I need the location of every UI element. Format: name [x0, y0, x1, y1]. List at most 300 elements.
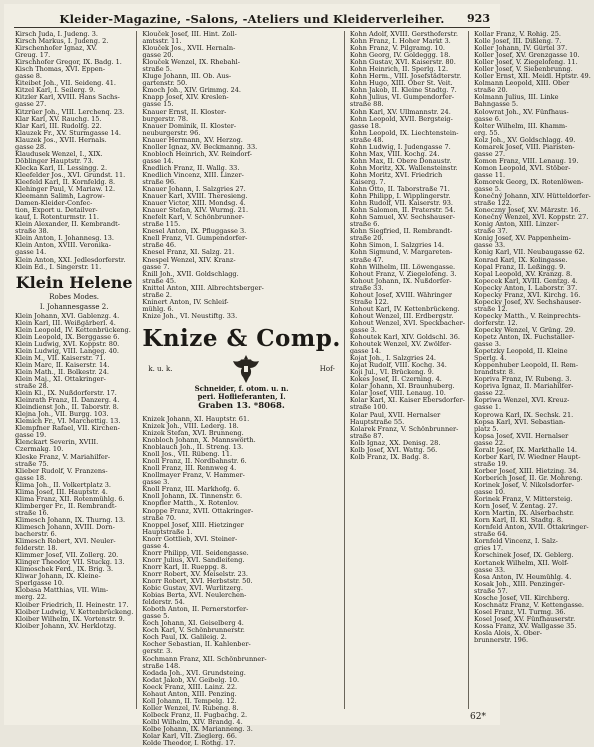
directory-entry: gasse 3.	[473, 340, 501, 349]
directory-entry: Klein Ludwig, VIII. Langeg. 40.	[15, 346, 120, 355]
directory-entry: Kosel Josef, XV. Fünfhauserstr.	[473, 614, 576, 623]
directory-entry: Kohn Georg, IV. Goldeggg. 18.	[349, 51, 451, 60]
directory-entry: Klein Leopold, IX. Berggasse 6.	[15, 332, 120, 341]
directory-entry: Kolz Joh., XV. Goldschlagg. 49.	[473, 135, 576, 144]
directory-entry: Koch Paul, IX. Galileig. 2.	[142, 633, 227, 642]
directory-entry: Kohn Max, II. Obere Donaustr.	[349, 156, 452, 165]
directory-entry: Korber Josef, XIII. Hietzing. 34.	[473, 466, 579, 475]
column-1-entries-bottom	[15, 313, 133, 630]
directory-entry: gasse 33.	[473, 565, 506, 574]
directory-entry: neuburgerstr. 96.	[142, 128, 201, 137]
directory-entry: straße 33.	[349, 283, 384, 292]
directory-entry: Kobic Gustav, XVI. Wurlitzerg.	[142, 584, 243, 593]
directory-entry: Damen-Kleider-Confec-	[15, 199, 93, 208]
directory-entry: Kohn Max, VIII. Kochg. 24.	[349, 149, 440, 158]
knize-ad-title: Knize & Comp.	[142, 324, 341, 352]
column-2	[139, 30, 345, 747]
directory-entry: straße 122.	[473, 199, 512, 208]
directory-entry: Kopecky Wenzel, V. Grüng. 29.	[473, 325, 576, 334]
directory-entry: Kosel Franz, VI. Turmg. 36.	[473, 607, 566, 616]
directory-entry: Kolar Josef, VIII. Lenaug. 10.	[349, 389, 446, 398]
directory-entry: Knorr Robert, XV. Meiselstr. 23.	[142, 569, 248, 578]
directory-entry: Kleske Franz, V. Mariahilfer-	[15, 452, 111, 461]
directory-entry: Knoll Franz, III. Markhofg. 6.	[142, 485, 240, 494]
directory-entry: Kirschhofer Gregor, IX. Badg. 1.	[15, 58, 122, 67]
directory-entry: merg. 22.	[15, 593, 47, 602]
directory-entry: Knorr Karl, II. Rueppg. 8.	[142, 562, 228, 571]
directory-entry: straße 88.	[349, 100, 384, 109]
directory-entry: Koneczny Josef, XV. Märzstr. 16.	[473, 206, 581, 215]
directory-entry: Kmoch Joh., XIV. Grimmg. 24.	[142, 86, 241, 95]
directory-entry: gasse 14.	[349, 347, 382, 356]
directory-entry: Kloiber Friedrich, II. Heinestr. 17.	[15, 600, 129, 609]
directory-entry: Kohn Franz, V. Pilgramg. 10.	[349, 44, 445, 53]
directory-entry: gasse 14.	[142, 156, 174, 165]
imperial-eagle-icon	[229, 353, 263, 385]
directory-entry: Klouček Jos., XVII. Hernaln-	[142, 44, 236, 53]
directory-entry: Klein Ed., I. Singerstr. 11.	[15, 262, 102, 271]
directory-entry: Klima Josef, III. Hauptstr. 4.	[15, 487, 108, 496]
directory-entry: Korschinek Josef, IX. Geblerg.	[473, 551, 574, 560]
directory-entry: Kohn Franz, I. Hoher Markt 3.	[349, 37, 451, 46]
directory-entry: Koller Wenzel, IV. Rubeng. 8.	[142, 703, 239, 712]
directory-entry: gasse 3.	[142, 478, 170, 487]
directory-entry: Koboth Anton, II. Pernerstorfer-	[142, 605, 249, 614]
directory-entry: Kolowrat Joh., XV. Fünfhaus-	[473, 107, 569, 116]
directory-entry: straße 16.	[15, 508, 49, 517]
directory-entry: Klieber Rudolf, V. Franzens-	[15, 466, 108, 475]
directory-entry: Kninert Anton, IV. Schleif-	[142, 297, 229, 306]
directory-entry: Kirschenhofer Ignaz, XV.	[15, 44, 97, 53]
directory-entry: Kohoutek Karl, XIV. Goldschl. 36.	[349, 333, 460, 342]
directory-entry: gasse 8.	[15, 72, 43, 81]
directory-entry: Kohout Josef, XVIII. Währinger	[349, 290, 452, 299]
directory-entry: Kornfeld Anton, XVII. Ottakringer-	[473, 523, 589, 532]
directory-entry: Bahngasse 5.	[473, 100, 519, 109]
directory-entry: Kolbe Johann, IX. Marianneng. 3.	[142, 724, 253, 733]
directory-entry: Kitzel Karl, I. Seilerg. 9.	[15, 86, 96, 95]
directory-entry: Kolb Ignaz, XX. Denisg. 28.	[349, 438, 441, 447]
directory-entry: brandtstr. 8.	[473, 368, 516, 377]
directory-entry: Kopetz Anton, IX. Fuchstaller-	[473, 333, 575, 342]
directory-entry: Klempfner Rafael, VII. Kirchen-	[15, 424, 120, 433]
column-1-entries-top	[15, 31, 133, 271]
directory-entry: Koschnatz Franz, V. Kettengasse.	[473, 600, 584, 609]
directory-entry: Klimesch Johann, IX. Thurng. 13.	[15, 515, 126, 524]
directory-entry: Klobasa Matthias, VII. Wim-	[15, 586, 109, 595]
directory-entry: dorferstr. 12.	[473, 318, 518, 327]
directory-entry: Knizek Johann, XI. Hauptstr. 61.	[142, 414, 250, 423]
directory-entry: straße 5.	[142, 65, 172, 74]
directory-entry: gasse 6.	[473, 114, 501, 123]
directory-entry: Kohn Leopold, IX. Liechtenstein-	[349, 128, 459, 137]
directory-entry: gries 17.	[473, 544, 504, 553]
directory-entry: straße 12.	[473, 304, 508, 313]
directory-entry: straße 2.	[142, 290, 172, 299]
directory-entry: Kohn Jakob, II. Kleine Stadtg. 7.	[349, 86, 457, 95]
knize-advertisement	[142, 323, 341, 413]
directory-entry: Knauer Dominik, II. Kloster-	[142, 121, 237, 130]
directory-entry: Kopecky Matth., V. Reinprechts-	[473, 311, 581, 320]
directory-entry: Knefelt Karl, V. Schönbrunner-	[142, 213, 245, 222]
directory-entry: Kolb Josef, XVI. Wattg. 56.	[349, 445, 438, 454]
directory-entry: gasse 15.	[142, 100, 174, 109]
directory-entry: Kirsch Markus, I. Judeng. 2.	[15, 37, 109, 46]
directory-entry: Kohout Franz, V. Ziegelofeng. 3.	[349, 269, 457, 278]
directory-entry: Kosa Anton, IV. Heumühlg. 4.	[473, 572, 572, 581]
directory-entry: Konig Anton, XIII. Linzer-	[473, 220, 559, 229]
directory-entry: Kohaut Anton, XIII. Penzing.	[142, 689, 237, 698]
directory-entry: Korn Josef, V. Zentag. 27.	[473, 502, 558, 511]
directory-entry: Kosak Joh., XIII. Penzinger-	[473, 579, 565, 588]
directory-entry: Klein Johann, XVI. Gablenzg. 4.	[15, 311, 120, 320]
directory-entry: Kohn Leopold, XVII. Bergsteig-	[349, 114, 453, 123]
directory-entry: Kleindienst Joh., II. Taborstr. 8.	[15, 403, 119, 412]
directory-entry: Kojat Joh., I. Salzgries 24.	[349, 354, 436, 363]
directory-entry: Kohn Moritz, XVI. Friedrich	[349, 170, 443, 179]
directory-entry: Kluge Johann, III. Ob. Aus-	[142, 72, 232, 81]
directory-entry: straße 37.	[473, 227, 508, 236]
directory-entry: gasse 20.	[142, 51, 174, 60]
directory-entry: straße 64.	[473, 530, 508, 539]
knize-ad-line-2: peri. Hoflieferanten, I.	[197, 391, 286, 401]
directory-entry: Knauer Hermann, XV. Herzog.	[142, 135, 243, 144]
directory-entry: Klein Math., II. Bolkestr. 24.	[15, 367, 109, 376]
directory-entry: Kolb Franz, IX. Badg. 8.	[349, 452, 430, 461]
directory-entry: gasse 22.	[473, 389, 506, 398]
page-number: 923	[467, 12, 490, 25]
directory-entry: burgerstr. 78.	[142, 114, 189, 123]
directory-entry: Knize Joh., VI. Neustiftg. 33.	[142, 311, 238, 320]
directory-entry: Klar Karl, III. Rudolfg. 22.	[15, 121, 102, 130]
directory-entry: Kopetzky Leopold, II. Kleine	[473, 347, 568, 356]
directory-entry: Klimmer Josef, VII. Zollerg. 20.	[15, 551, 119, 560]
directory-entry: Knorr Gottlieb, XVI. Steiner-	[142, 534, 238, 543]
hof-label: Hof-	[319, 364, 335, 373]
directory-entry: straße 19.	[473, 459, 508, 468]
knize-ad-line-1: Schneider, f. otom. u. n.	[194, 383, 289, 393]
directory-entry: Kodat Jakob, XV. Geibelg. 10.	[142, 675, 240, 684]
directory-entry: Knorr Julius, XVI. Sandleiteng.	[142, 555, 245, 564]
directory-entry: Kopecky Josef, XV. Sechshauser-	[473, 297, 582, 306]
directory-entry: gasse 4.	[142, 541, 170, 550]
directory-entry: Konig Karl, VII. Neubaugasse 62.	[473, 248, 585, 257]
directory-entry: Klein Anton, I. Johannesg. 13.	[15, 234, 115, 243]
directory-entry: Kitzler Karl, XVIII. Hans Sachs-	[15, 93, 120, 102]
directory-entry: Kosche Josef, VII. Kirchberg.	[473, 593, 570, 602]
directory-entry: Kleemann Salimh, Lagrow-	[15, 192, 105, 201]
directory-entry: Kopecky Franz, XVI. Kirchg. 16.	[473, 290, 581, 299]
directory-entry: Klein M., VII. Kaiserstr. 71.	[15, 353, 106, 362]
directory-entry: Knittel Anton, XIII. Albrechtsberger-	[142, 283, 264, 292]
directory-entry: straße 96.	[142, 177, 177, 186]
directory-entry: Knauer Johann, I. Salzgries 27.	[142, 185, 246, 194]
directory-entry: Kohn Adolf, XVIII. Gersthoferstr.	[349, 30, 458, 38]
directory-entry: Klejna Joh., VII. Burgg. 103.	[15, 410, 109, 419]
directory-entry: Koller Johann, IV. Gürtel 37.	[473, 44, 568, 53]
directory-entry: Kloiber Ludwig, V. Kettenbrückeng.	[15, 607, 134, 616]
directory-entry: Klein Maj., XI. Ottakringer-	[15, 375, 106, 384]
directory-entry: Klima Franz, XII. Rotenmühlg. 6.	[15, 494, 125, 503]
klein-helene-subtitle: Robes Modes.	[49, 292, 100, 301]
directory-entry: Knoppe Franz, XVII. Ottakringer-	[142, 506, 254, 515]
directory-entry: gasse 5.	[142, 612, 170, 621]
directory-entry: mühlg. 6.	[142, 304, 174, 313]
directory-entry: straße 48.	[349, 135, 384, 144]
directory-entry: Klein Alexander, II. Kembrandt-	[15, 220, 121, 229]
directory-entry: Kohn Julius, VI. Gumpendorfer-	[349, 93, 455, 102]
directory-entry: Korber Karl, IV. Wiedner Haupt-	[473, 452, 581, 461]
directory-entry: Knopfler Matth., X. Rotenlov.	[142, 499, 239, 508]
directory-entry: Kokes Josef, II. Czerning. 4.	[349, 375, 442, 384]
directory-entry: straße 46.	[142, 241, 177, 250]
directory-entry: Kohout Wenzel, III. Erdbergstr.	[349, 311, 454, 320]
directory-entry: Knoll Jos., VII. Rübeng. 11.	[142, 450, 233, 459]
directory-entry: Kolde Theodor, I. Rothg. 17.	[142, 739, 236, 747]
directory-entry: Kosla Alois, X. Ober-	[473, 628, 543, 637]
directory-entry: Klimberger Fr., II. Rembrandt-	[15, 501, 117, 510]
directory-entry: Klehinger Paul, V. Mariaw. 12.	[15, 185, 116, 194]
directory-entry: Klenckart Severin, XVIII.	[15, 438, 99, 447]
directory-entry: Kocher Sebastian, II. Kahlenber-	[142, 640, 251, 649]
directory-entry: Knizek Joh., VIII. Lederg. 18.	[142, 421, 239, 430]
directory-entry: straße 115.	[142, 220, 181, 229]
directory-entry: gasse 3.	[349, 325, 377, 334]
kuk-label: k. u. k.	[148, 364, 173, 373]
directory-entry: Knobloch Heinrich, XV. Reindorf-	[142, 149, 252, 158]
column-4-entries	[474, 31, 591, 644]
directory-entry: Sperlgasse 10.	[15, 579, 64, 588]
directory-entry: Komarek Josef, VIII. Piaristen-	[473, 142, 575, 151]
directory-entry: gasse 10.	[473, 488, 506, 497]
klein-helene-name: Klein Helene	[15, 272, 133, 292]
directory-entry: Kohn Ludwig, I. Judengasse 7.	[349, 142, 451, 151]
directory-entry: Kohn Sigmund, V. Margareten-	[349, 248, 453, 257]
directory-entry: Kohn Siegfried, II. Rembrandt-	[349, 227, 453, 236]
directory-entry: Koller Josef, XV. Grenzgasse 10.	[473, 51, 580, 60]
directory-entry: Knobloch Johann, X. Mannswörth.	[142, 436, 256, 445]
directory-entry: Koch Johann, XI. Geiselberg 4.	[142, 619, 244, 628]
directory-entry: Straße 122.	[349, 297, 389, 306]
directory-entry: tion, Export u. Detailver-	[15, 206, 98, 215]
directory-entry: gasse 18.	[15, 473, 47, 482]
directory-entry: Knollmayer Franz, V. Hammer-	[142, 471, 245, 480]
directory-entry: gasse 27.	[15, 100, 47, 109]
directory-entry: Klecka Karl, II. Lessingg. 2.	[15, 163, 108, 172]
directory-entry: Koppenhuber Leopold, II. Rem-	[473, 361, 579, 370]
directory-entry: Kolle Josef, III. Dißleng. 7.	[473, 37, 562, 46]
page-header	[14, 10, 490, 28]
directory-entry: gasse 1.	[473, 403, 501, 412]
directory-entry: Kohn Rudolf, VII. Kaiserstr. 93.	[349, 199, 454, 208]
directory-entry: Kojat Rudolf, VIII. Kochg. 34.	[349, 361, 447, 370]
knize-ad-crest-row	[142, 353, 341, 385]
directory-entry: Klima Joh., II. Volkertplatz 3.	[15, 480, 111, 489]
directory-entry: Kolmann Julius, III. Linke	[473, 93, 559, 102]
column-3	[347, 31, 469, 709]
directory-entry: erg. 55.	[473, 128, 500, 137]
directory-entry: gasse 5.	[473, 185, 501, 194]
directory-entry: straße 75.	[15, 459, 49, 468]
directory-entry: gasse 11.	[473, 170, 506, 179]
directory-entry: straße 20.	[349, 234, 384, 243]
directory-entry: Klimoschek Ferd., IX. Brig. 3.	[15, 565, 114, 574]
directory-entry: Klein Marc, II. Kaiserstr. 14.	[15, 360, 110, 369]
directory-entry: Koch Karl, V. Schönbrunnerstr.	[142, 626, 245, 635]
directory-entry: Kopecky Anton, I. Laborstr. 37.	[473, 283, 578, 292]
directory-entry: Kitzrüer Joh., VIII. Lerchenq. 23.	[15, 107, 125, 116]
directory-page	[4, 4, 591, 747]
directory-entry: Kleefeld Karl, II. Kornfeldg. 8.	[15, 177, 116, 186]
directory-entry: Knoll Johann, IX. Tinnenstr. 6.	[142, 492, 243, 501]
directory-entry: Klauzek Fr., XV. Sturmgasse 14.	[15, 128, 121, 137]
directory-entry: gasse 19.	[15, 431, 47, 440]
directory-entry: Knesel Anton, IX. Pfluggasse 3.	[142, 227, 247, 236]
directory-entry: Koji Jul., VI. Brückeng. 9.	[349, 368, 434, 377]
klein-helene-listing	[15, 273, 133, 311]
directory-columns	[12, 30, 591, 747]
directory-entry: Korinek Franz, V. Mittersteig.	[473, 495, 573, 504]
directory-entry: brunnerstr. 196.	[473, 636, 529, 645]
directory-entry: Klemich Fr., VI. Marchettig. 13.	[15, 417, 121, 426]
directory-entry: straße 87.	[349, 431, 384, 440]
directory-entry: Kornfeld Vincenz, I. Salz-	[473, 537, 558, 546]
directory-entry: Knell Franz, VI. Gumpendorfer-	[142, 234, 248, 243]
directory-entry: straße 38.	[15, 227, 49, 236]
directory-entry: Kliwar Johann, IX. Kleine-	[15, 572, 101, 581]
directory-entry: Knesel Franz, XI. Salzg. 21.	[142, 248, 235, 257]
directory-entry: Klein Ludwig, XVI. Koppstr. 80.	[15, 339, 120, 348]
directory-entry: straße 28.	[15, 382, 49, 391]
directory-entry: Knauer Stefan, XIV. Wurmg. 21.	[142, 206, 249, 215]
directory-entry: gasse 7.	[142, 262, 170, 271]
directory-entry: Koller Ernst, XII. Meidl. Hptstr. 49.	[473, 72, 591, 81]
directory-entry: straße 148.	[142, 661, 181, 670]
directory-entry: Kopsa Josef, XVII. Hernalser	[473, 431, 569, 440]
directory-entry: Kortanek Wilhelm, XII. Wolf-	[473, 558, 569, 567]
directory-entry: Klauzek Jos., XVII. Hernals.	[15, 135, 107, 144]
directory-entry: Kopriwa Wenzel, XVI. Kreuz-	[473, 396, 570, 405]
directory-entry: Knoll Franz, II. Nordbahnstr. 6.	[142, 457, 247, 466]
directory-entry: Klein Leopold, IV. Kettenbrückeng.	[15, 325, 131, 334]
directory-entry: Komon Franz, VIII. Lenaug. 19.	[473, 156, 579, 165]
directory-entry: Kleefelder Jos., XVI. Grundst. 11.	[15, 170, 126, 179]
directory-entry: gasse 14.	[15, 248, 47, 257]
directory-entry: Knoblauch Joh., II. Streng. 13.	[142, 443, 244, 452]
directory-entry: Korinek Josef, V. Nikolsdorfer-	[473, 481, 574, 489]
directory-entry: Kollar Franz, V. Rohig. 25.	[473, 30, 562, 38]
directory-entry: Knorr Philipp, VII. Seidengasse.	[142, 548, 249, 557]
directory-entry: Knoppel Josef, XIII. Hietzinger	[142, 520, 244, 529]
directory-entry: Klouček Josef, III. Hint. Zoll-	[142, 30, 237, 38]
directory-entry: Kohn Moritz, XX. Wallensteinstr.	[349, 163, 458, 172]
directory-entry: Komorek Georg, IX. Rotenlöwen-	[473, 177, 584, 186]
directory-entry: Kleinrath Franz, II. Danzerg. 4.	[15, 396, 120, 405]
directory-entry: Knauer Ernst, II. Kloster-	[142, 107, 227, 116]
directory-entry: Greug. 17.	[15, 51, 51, 60]
directory-entry: Knespel Wenzel, XIV. Kranz-	[142, 255, 236, 264]
directory-entry: Kloiber Johann, XV. Herklotzg.	[15, 621, 117, 630]
directory-entry: Korn Karl, II. Kl. Stadtg. 8.	[473, 516, 564, 525]
directory-entry: Kirsch Juda, I. Judeng. 3.	[15, 30, 99, 38]
directory-entry: Klimesch Robert, XVI. Neuler-	[15, 537, 116, 546]
directory-entry: Kohout Karl, IV. Kettenbrückeng.	[349, 304, 460, 313]
directory-entry: Klimesch Johann, XVIII. Dorn-	[15, 523, 115, 531]
directory-entry: Konrad Karl, IX. Kolingasse.	[473, 255, 568, 264]
knize-ad-line-3: Graben 13. *8068.	[198, 400, 285, 411]
directory-entry: Kloiber Wilhelm, IX. Vortenstr. 9.	[15, 614, 125, 623]
directory-entry: Knoller Ignaz, XV. Beckmanng. 33.	[142, 142, 258, 151]
directory-entry: Sperlg. 4.	[473, 354, 507, 363]
directory-entry: Korberich Josef, II. Gr. Mohreng.	[473, 473, 583, 482]
directory-entry: Kobias Berta, XVI. Neulerchen-	[142, 591, 247, 600]
directory-entry: gasse 18.	[349, 121, 382, 130]
directory-entry: Kohn Gustav, XVI. Kaiserstr. 80.	[349, 58, 456, 67]
directory-entry: gartenstr. 50.	[142, 79, 188, 88]
directory-entry: Kohn Heinrich, II. Sperlg. 12.	[349, 65, 449, 74]
column-3-entries	[350, 31, 465, 461]
directory-entry: Klein Anton, XXI. Jedlesdorferstr.	[15, 255, 126, 264]
directory-entry: Kopriva Ignaz, II. Mariahilfer-	[473, 382, 574, 391]
directory-entry: gerstr. 3.	[142, 647, 173, 656]
directory-entry: Knedlich Franz, II. Wallg. 33.	[142, 163, 240, 172]
directory-entry: amtsstr. 11.	[142, 37, 182, 46]
directory-entry: bacherstr. 6.	[15, 530, 57, 539]
directory-entry: Kopsa Karl, XVI. Sebastian-	[473, 417, 566, 426]
directory-entry: straße 20.	[473, 86, 508, 95]
directory-entry: felderstr. 18.	[15, 544, 58, 553]
directory-entry: Hauptstraße 55.	[349, 417, 405, 426]
directory-entry: Kolmann Leopold, XIII. Ober	[473, 79, 570, 88]
directory-entry: Kossa Franz, XV. Wallgasse 35.	[473, 621, 577, 630]
directory-entry: straße 100.	[349, 403, 388, 412]
directory-entry: Kolarek Franz, V. Schönbrunner-	[349, 424, 459, 433]
directory-entry: Knoll Franz, III. Rennweg 4.	[142, 464, 237, 473]
directory-entry: Kohoutek Wenzel, XV. Zwölfer-	[349, 340, 452, 349]
directory-entry: Kopecek Karl, XVIII. Gentzg. 4.	[473, 276, 578, 285]
directory-entry: Koralt Josef, IX. Markthalle 14.	[473, 445, 578, 454]
directory-entry: Kolter Wilhelm, III. Khamm-	[473, 121, 568, 130]
running-title: Kleider-Magazine, -Salons, -Ateliers und Kleiderverleiher.	[59, 11, 445, 26]
directory-entry: Kohn Philipp, I. Wipplingerstr.	[349, 192, 451, 201]
directory-entry: Knorr Robert, XVI. Herbststr. 50.	[142, 577, 253, 585]
directory-entry: Kolbeck Franz, II. Fugbachg. 2.	[142, 710, 248, 719]
directory-entry: Knizek Stefan, XVI. Brunneng.	[142, 429, 244, 438]
column-1	[12, 31, 137, 709]
directory-entry: Knapp Josef, XIV. Kreslen-	[142, 93, 229, 102]
directory-entry: Kolar Johann, XI. Braunhuberg.	[349, 382, 455, 391]
directory-entry: platz 5.	[473, 424, 499, 433]
directory-entry: Kopal Franz, II. Leßingg. 9.	[473, 262, 566, 271]
directory-entry: gasse 27.	[473, 149, 506, 158]
directory-entry: gasse 33.	[473, 241, 506, 250]
directory-entry: straße 47.	[349, 255, 384, 264]
directory-entry: Koeck Franz, XIII. Lainz. 22.	[142, 682, 238, 691]
directory-entry: Klar Karl, XV. Rauchg. 15.	[15, 114, 102, 123]
directory-entry: Kohn Karl, XV. Ullmannstr. 24.	[349, 107, 451, 116]
directory-entry: straße 57.	[473, 586, 508, 595]
directory-entry: Kopriva Franz, IV. Rubeng. 3.	[473, 375, 572, 384]
directory-entry: Kodada Joh., XVI. Grundsteing.	[142, 668, 246, 677]
directory-entry: Korn Martin, IX. Alserbachstr.	[473, 509, 574, 518]
directory-entry: Kohn Simon, I. Salzgries 14.	[349, 241, 444, 250]
directory-entry: Knauer Karl, XVIII. Theresieng.	[142, 192, 248, 201]
directory-entry: felderstr. 54.	[142, 598, 185, 607]
directory-entry: Kohn Salomon, II. Praterstr. 54.	[349, 206, 456, 215]
directory-entry: gasse 28.	[15, 142, 47, 151]
directory-entry: straße 70.	[142, 513, 177, 522]
directory-entry: Kohout Wenzel, XVI. Speckbacher-	[349, 318, 465, 327]
